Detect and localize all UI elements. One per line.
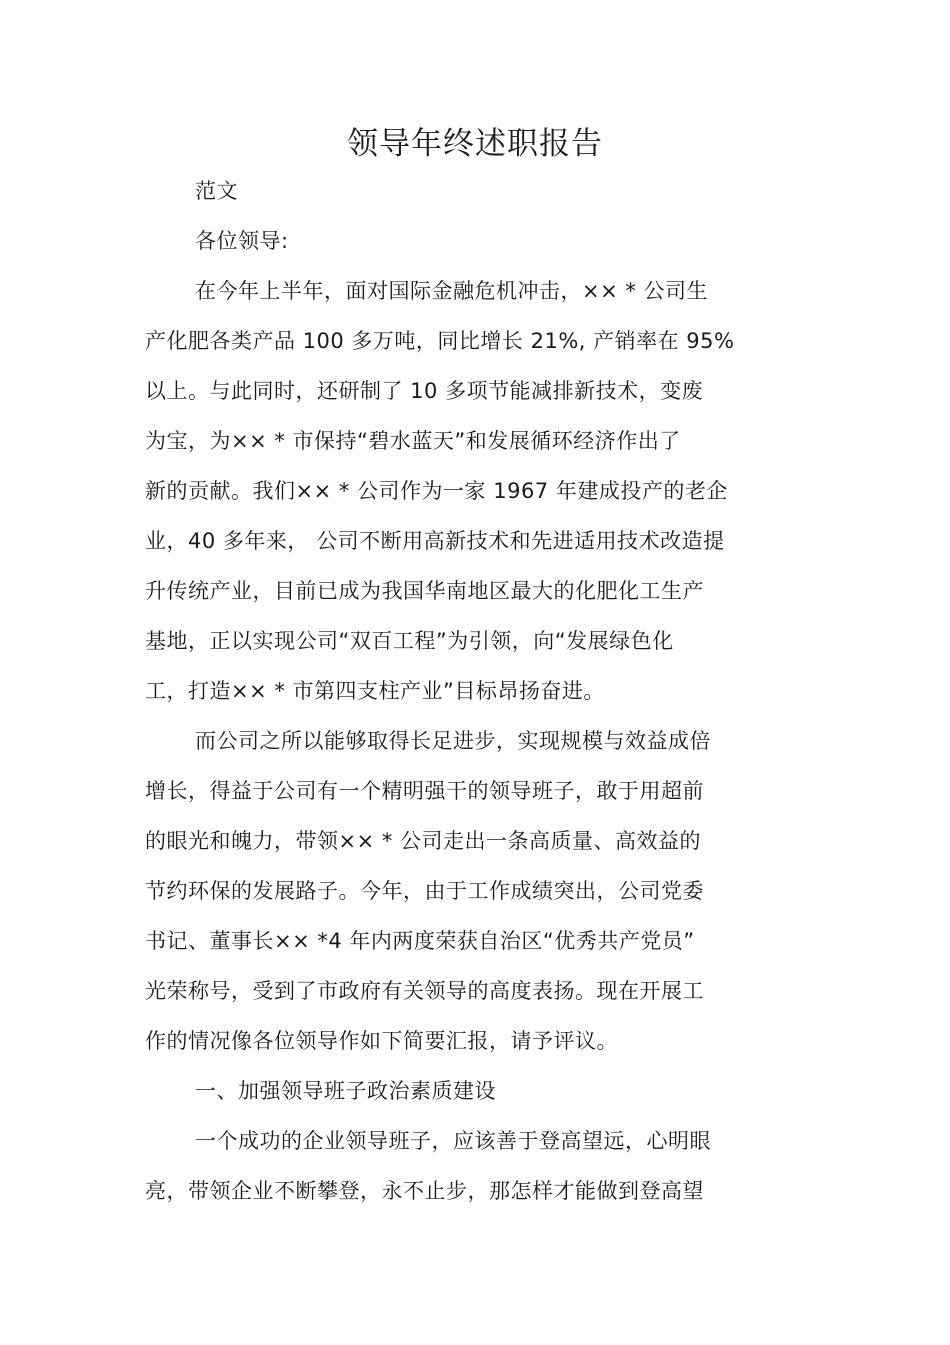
text-line: 工，打造×× * 市第四支柱产业”目标昂扬奋进。 — [145, 679, 605, 703]
text-line: 范文 — [195, 179, 238, 203]
text-line: 在今年上半年，面对国际金融危机冲击，×× * 公司生 — [195, 279, 709, 303]
text-line: 作的情况像各位领导作如下简要汇报，请予评议。 — [145, 1029, 618, 1053]
text-line: 业，40 多年来， 公司不断用高新技术和先进适用技术改造提 — [145, 529, 725, 553]
text-line: 而公司之所以能够取得长足进步，实现规模与效益成倍 — [195, 729, 711, 753]
text-line: 产化肥各类产品 100 多万吨，同比增长 21%, 产销率在 95% — [145, 329, 735, 353]
text-line: 亮，带领企业不断攀登，永不止步，那怎样才能做到登高望 — [145, 1179, 704, 1203]
text-line: 为宝，为×× * 市保持“碧水蓝天”和发展循环经济作出了 — [145, 429, 681, 453]
text-line: 新的贡献。我们×× * 公司作为一家 1967 年建成投产的老企 — [145, 479, 728, 503]
section-heading: 一、加强领导班子政治素质建设 — [195, 1079, 496, 1103]
text-line: 基地，正以实现公司“双百工程”为引领，向“发展绿色化 — [145, 629, 674, 653]
text-line: 一个成功的企业领导班子，应该善于登高望远，心明眼 — [195, 1129, 711, 1153]
text-line: 以上。与此同时，还研制了 10 多项节能减排新技术，变废 — [145, 379, 704, 403]
text-line: 增长，得益于公司有一个精明强干的领导班子，敢于用超前 — [145, 779, 704, 803]
text-line: 升传统产业，目前已成为我国华南地区最大的化肥化工生产 — [145, 579, 704, 603]
text-line: 节约环保的发展路子。今年，由于工作成绩突出，公司党委 — [145, 879, 704, 903]
text-line: 的眼光和魄力，带领×× * 公司走出一条高质量、高效益的 — [145, 829, 702, 853]
text-line: 光荣称号，受到了市政府有关领导的高度表扬。现在开展工 — [145, 979, 704, 1003]
text-line: 各位领导: — [195, 229, 289, 253]
document-title: 领导年终述职报告 — [347, 126, 603, 162]
text-line: 书记、董事长×× *4 年内两度荣获自治区“优秀共产党员” — [145, 929, 695, 953]
